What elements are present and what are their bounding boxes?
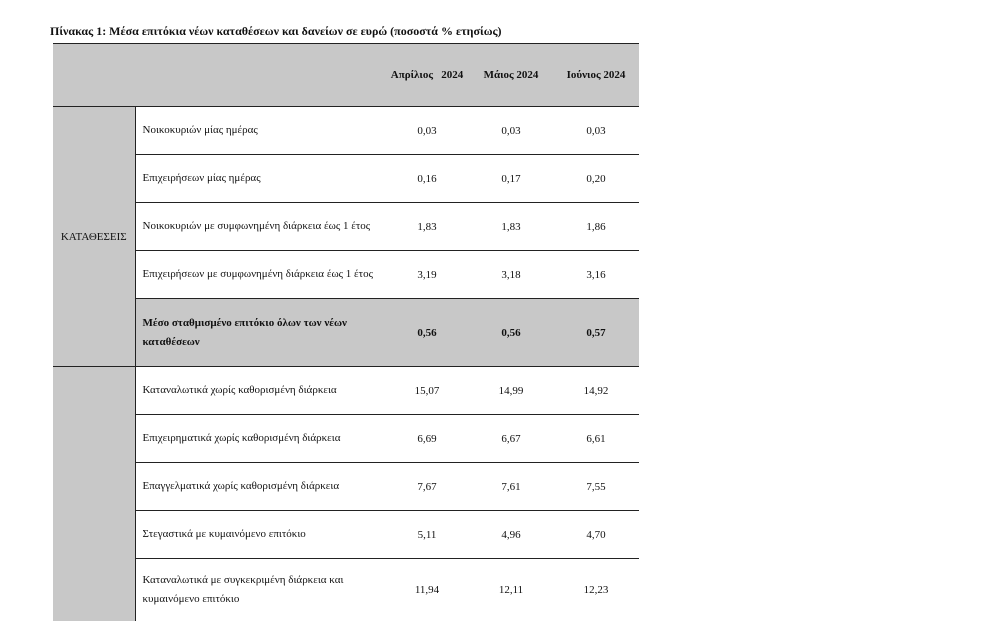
average-value-may: 0,56 [469,299,553,367]
header-label-cell [135,44,385,107]
column-header-june: Ιούνιος 2024 [553,44,639,107]
table-header-row [53,44,639,107]
row-label: Επιχειρήσεων με συμφωνημένη διάρκεια έως 1 έτος [135,251,385,299]
row-label: Επαγγελματικά χωρίς καθορισμένη διάρκεια [135,463,385,511]
row-value-may: 4,96 [469,511,553,559]
row-value-may: 0,17 [469,155,553,203]
table-row [53,251,639,299]
table-row [53,203,639,251]
deposits-group-label: ΚΑΤΑΘΕΣΕΙΣ [53,107,135,367]
row-label: Στεγαστικά με κυμαινόμενο επιτόκιο [135,511,385,559]
row-value-may: 7,61 [469,463,553,511]
row-value-april: 3,19 [385,251,469,299]
column-header-april: Απρίλιος 2024 [385,44,469,107]
table-row [53,559,639,621]
row-value-april: 15,07 [385,367,469,415]
table-row [53,107,639,155]
row-value-april: 1,83 [385,203,469,251]
table-caption: Πίνακας 1: Μέσα επιτόκια νέων καταθέσεων και δανείων σε ευρώ (ποσοστά % ετησίως) [50,24,502,38]
row-label: Νοικοκυριών μίας ημέρας [135,107,385,155]
row-value-june: 6,61 [553,415,639,463]
row-label: Επιχειρηματικά χωρίς καθορισμένη διάρκεια [135,415,385,463]
row-value-may: 14,99 [469,367,553,415]
loans-group-label [53,367,135,621]
column-header-may: Μάιος 2024 [469,44,553,107]
row-value-april: 5,11 [385,511,469,559]
row-value-june: 0,20 [553,155,639,203]
average-row [53,299,639,367]
row-value-may: 0,03 [469,107,553,155]
row-label: Επιχειρήσεων μίας ημέρας [135,155,385,203]
row-value-may: 12,11 [498,583,524,596]
row-value-april: 7,67 [385,463,469,511]
average-label: Μέσο σταθμισμένο επιτόκιο όλων των νέων καταθέσεων [135,299,385,367]
table-row [53,511,639,559]
row-value-june: 0,03 [553,107,639,155]
row-value-june: 4,70 [553,511,639,559]
row-value-june: 3,16 [553,251,639,299]
row-value-april: 6,69 [385,415,469,463]
row-value-june: 7,55 [553,463,639,511]
row-value-june: 1,86 [553,203,639,251]
average-value-april: 0,56 [385,299,469,367]
row-label: Καταναλωτικά χωρίς καθορισμένη διάρκεια [135,367,385,415]
row-value-april: 11,94 [414,583,440,596]
row-value-may: 1,83 [469,203,553,251]
table-row [53,155,639,203]
table-row [53,463,639,511]
header-empty-cell [53,44,135,107]
row-value-june: 14,92 [553,367,639,415]
table-row [53,367,639,415]
row-label: Νοικοκυριών με συμφωνημένη διάρκεια έως 1 έτος [135,203,385,251]
row-value-april: 0,03 [385,107,469,155]
interest-rates-table [53,43,639,621]
row-value-april: 0,16 [385,155,469,203]
average-value-june: 0,57 [553,299,639,367]
row-value-june: 12,23 [583,583,609,596]
row-value-may: 3,18 [469,251,553,299]
table-row [53,415,639,463]
row-label: Καταναλωτικά με συγκεκριμένη διάρκεια και κυμαινόμενο επιτόκιο [142,573,344,605]
row-value-may: 6,67 [469,415,553,463]
